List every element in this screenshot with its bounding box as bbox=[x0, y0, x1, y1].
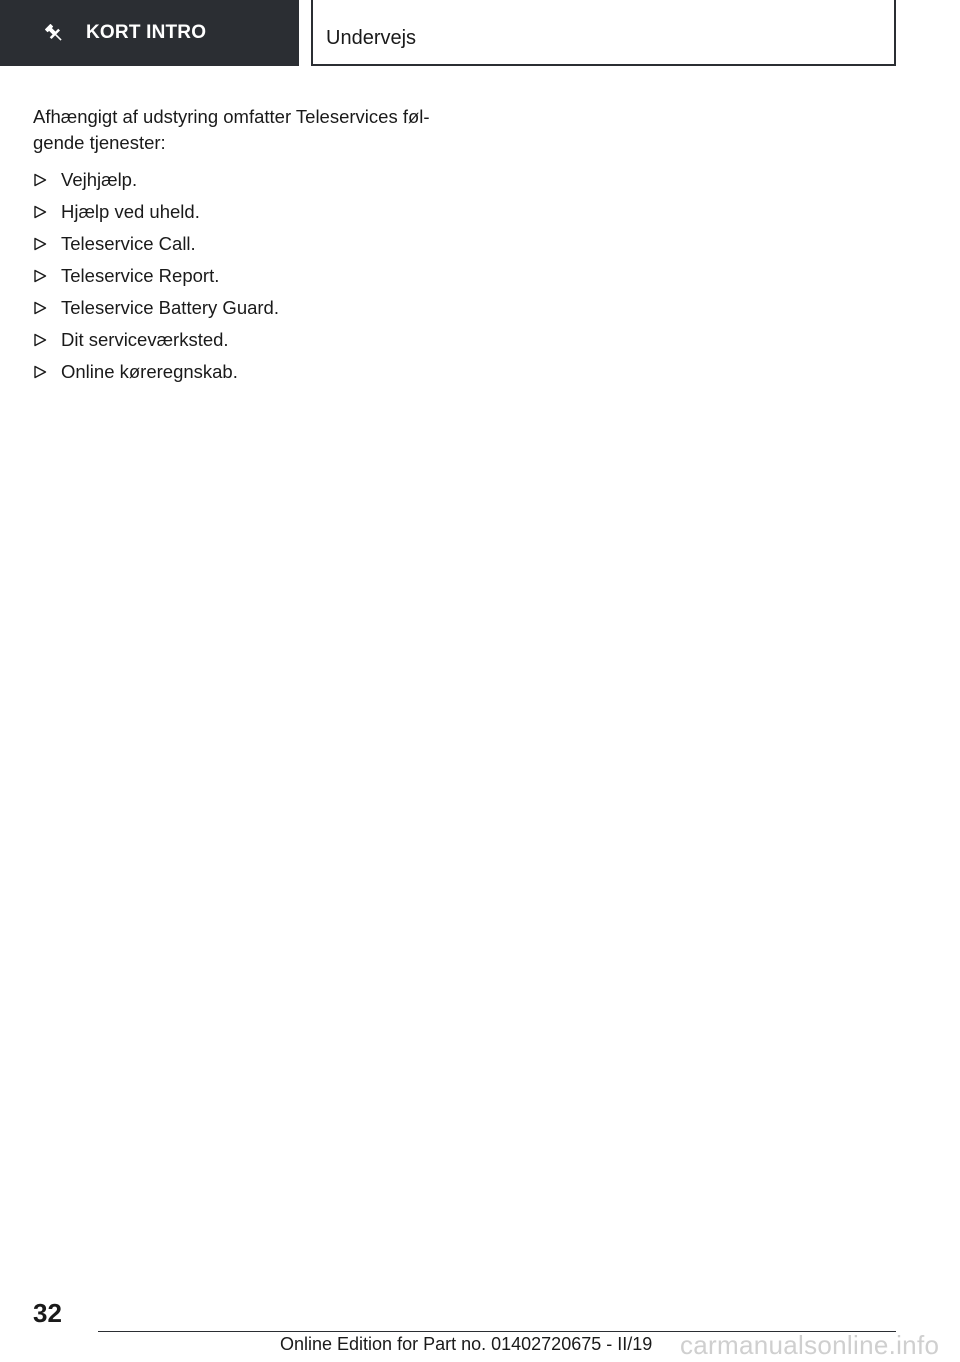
section-tab bbox=[0, 0, 299, 66]
triangle-bullet-icon bbox=[33, 365, 47, 379]
intro-paragraph bbox=[33, 104, 463, 156]
list-item bbox=[33, 228, 463, 260]
page-number: 32 bbox=[33, 1298, 62, 1328]
triangle-bullet-icon bbox=[33, 205, 47, 219]
intro-line-2: gende tjenester: bbox=[33, 132, 166, 153]
triangle-bullet-icon bbox=[33, 237, 47, 251]
list-item bbox=[33, 356, 463, 388]
list-item-text: Dit serviceværksted. bbox=[61, 329, 229, 350]
triangle-bullet-icon bbox=[33, 333, 47, 347]
list-item-text: Teleservice Call. bbox=[61, 233, 196, 254]
section-label: KORT INTRO bbox=[86, 22, 207, 43]
list-item bbox=[33, 164, 463, 196]
triangle-bullet-icon bbox=[33, 269, 47, 283]
intro-line-1: Afhængigt af udstyring omfatter Teleservices føl- bbox=[33, 106, 430, 127]
main-content bbox=[33, 104, 463, 388]
list-item bbox=[33, 260, 463, 292]
list-item-text: Online køreregnskab. bbox=[61, 361, 238, 382]
edition-text: Online Edition for Part no. 01402720675 - II/19 bbox=[280, 1334, 653, 1354]
watermark: carmanualsonline.info bbox=[680, 1330, 940, 1360]
chapter-tab bbox=[311, 0, 896, 66]
list-item-text: Hjælp ved uheld. bbox=[61, 201, 200, 222]
list-item bbox=[33, 292, 463, 324]
pin-icon bbox=[42, 21, 66, 45]
list-item bbox=[33, 324, 463, 356]
list-item bbox=[33, 196, 463, 228]
list-item-text: Teleservice Battery Guard. bbox=[61, 297, 279, 318]
chapter-label: Undervejs bbox=[326, 26, 417, 49]
list-item-text: Vejhjælp. bbox=[61, 169, 138, 190]
triangle-bullet-icon bbox=[33, 173, 47, 187]
service-list bbox=[33, 164, 463, 388]
triangle-bullet-icon bbox=[33, 301, 47, 315]
list-item-text: Teleservice Report. bbox=[61, 265, 220, 286]
